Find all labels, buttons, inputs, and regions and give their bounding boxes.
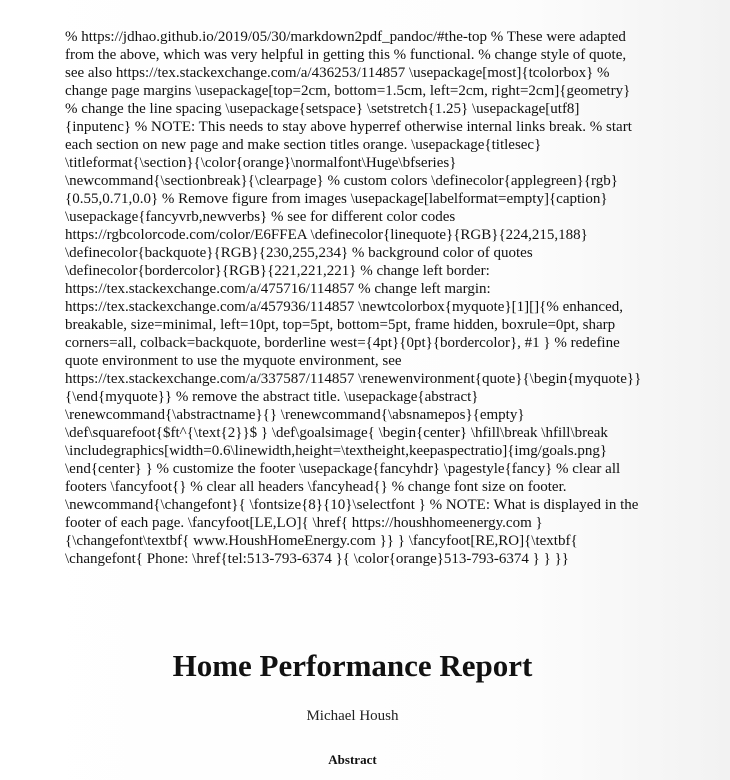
latex-preamble-text: % https://jdhao.github.io/2019/05/30/markdown2pdf_pandoc/#the-top % These were adapted from the above, which was very helpful in getting this % functional. % change style of quote, see also https://tex.stackexchange.com/a/436253/114857 \usepackage[most]{tcolorbox} % change page margins \usepackage[top=2cm, bottom=1.5cm, left=2cm, right=2cm]{geometry} % change the line spacing \usepackage{setspace} \setstretch{1.25} \usepackage[utf8]{inputenc} % NOTE: This needs to stay above hyperref otherwise internal links break. % start each section on new page and make section titles orange. \usepackage{titlesec} \titleformat{\section}{\color{orange}\normalfont\Huge\bfseries} \newcommand{\sectionbreak}{\clearpage} % custom colors \definecolor{applegreen}{rgb}{0.55,0.71,0.0} % Remove figure from images \usepackage[labelformat=empty]{caption} \usepackage{fancyvrb,newverbs} % see for different color codes https://rgbcolorcode.com/color/E6FFEA \definecolor{linequote}{RGB}{224,215,188} \definecolor{backquote}{RGB}{230,255,234} % background color of quotes \definecolor{bordercolor}{RGB}{221,221,221} % change left border: https://tex.stackexchange.com/a/475716/114857 % change left margin: https://tex.stackexchange.com/a/457936/114857 \newtcolorbox{myquote}[1][]{% enhanced, breakable, size=minimal, left=10pt, top=5pt, bottom=5pt, frame hidden, boxrule=0pt, sharp corners=all, colback=backquote, borderline west={4pt}{0pt}{bordercolor}, #1 } % redefine quote environment to use the myquote environment, see https://tex.stackexchange.com/a/337587/114857 \renewenvironment{quote}{\begin{myquote}}{\end{myquote}} % remove the abstract title. \usepackage{abstract} \renewcommand{\abstractname}{} \renewcommand{\absnamepos}{empty} \def\squarefoot{$ft^{\text{2}}$ } \def\goalsimage{ \begin{center} \hfill\break \hfill\break \includegraphics[width=0.6\linewidth,height=\textheight,keepaspectratio]{img/goals.png} \end{center} } % customize the footer \usepackage{fancyhdr} \pagestyle{fancy} % clear all footers \fancyfoot{} % clear all headers \fancyhead{} % change font size on footer. \newcommand{\changefont}{ \fontsize{8}{10}\selectfont } % NOTE: What is displayed in the footer of each page. \fancyfoot[LE,LO]{ \href{ https://houshhomeenergy.com } {\changefont\textbf{ www.HoushHomeEnergy.com }} } \fancyfoot[RE,RO]{\textbf{ \changefont{ Phone: \href{tel:513-793-6374 }{ \color{orange}513-793-6374 } } }} [65,29,642,567]
document-title: Home Performance Report [172,648,533,683]
author-name: Michael Housh [306,708,399,724]
abstract-heading: Abstract [328,752,377,767]
